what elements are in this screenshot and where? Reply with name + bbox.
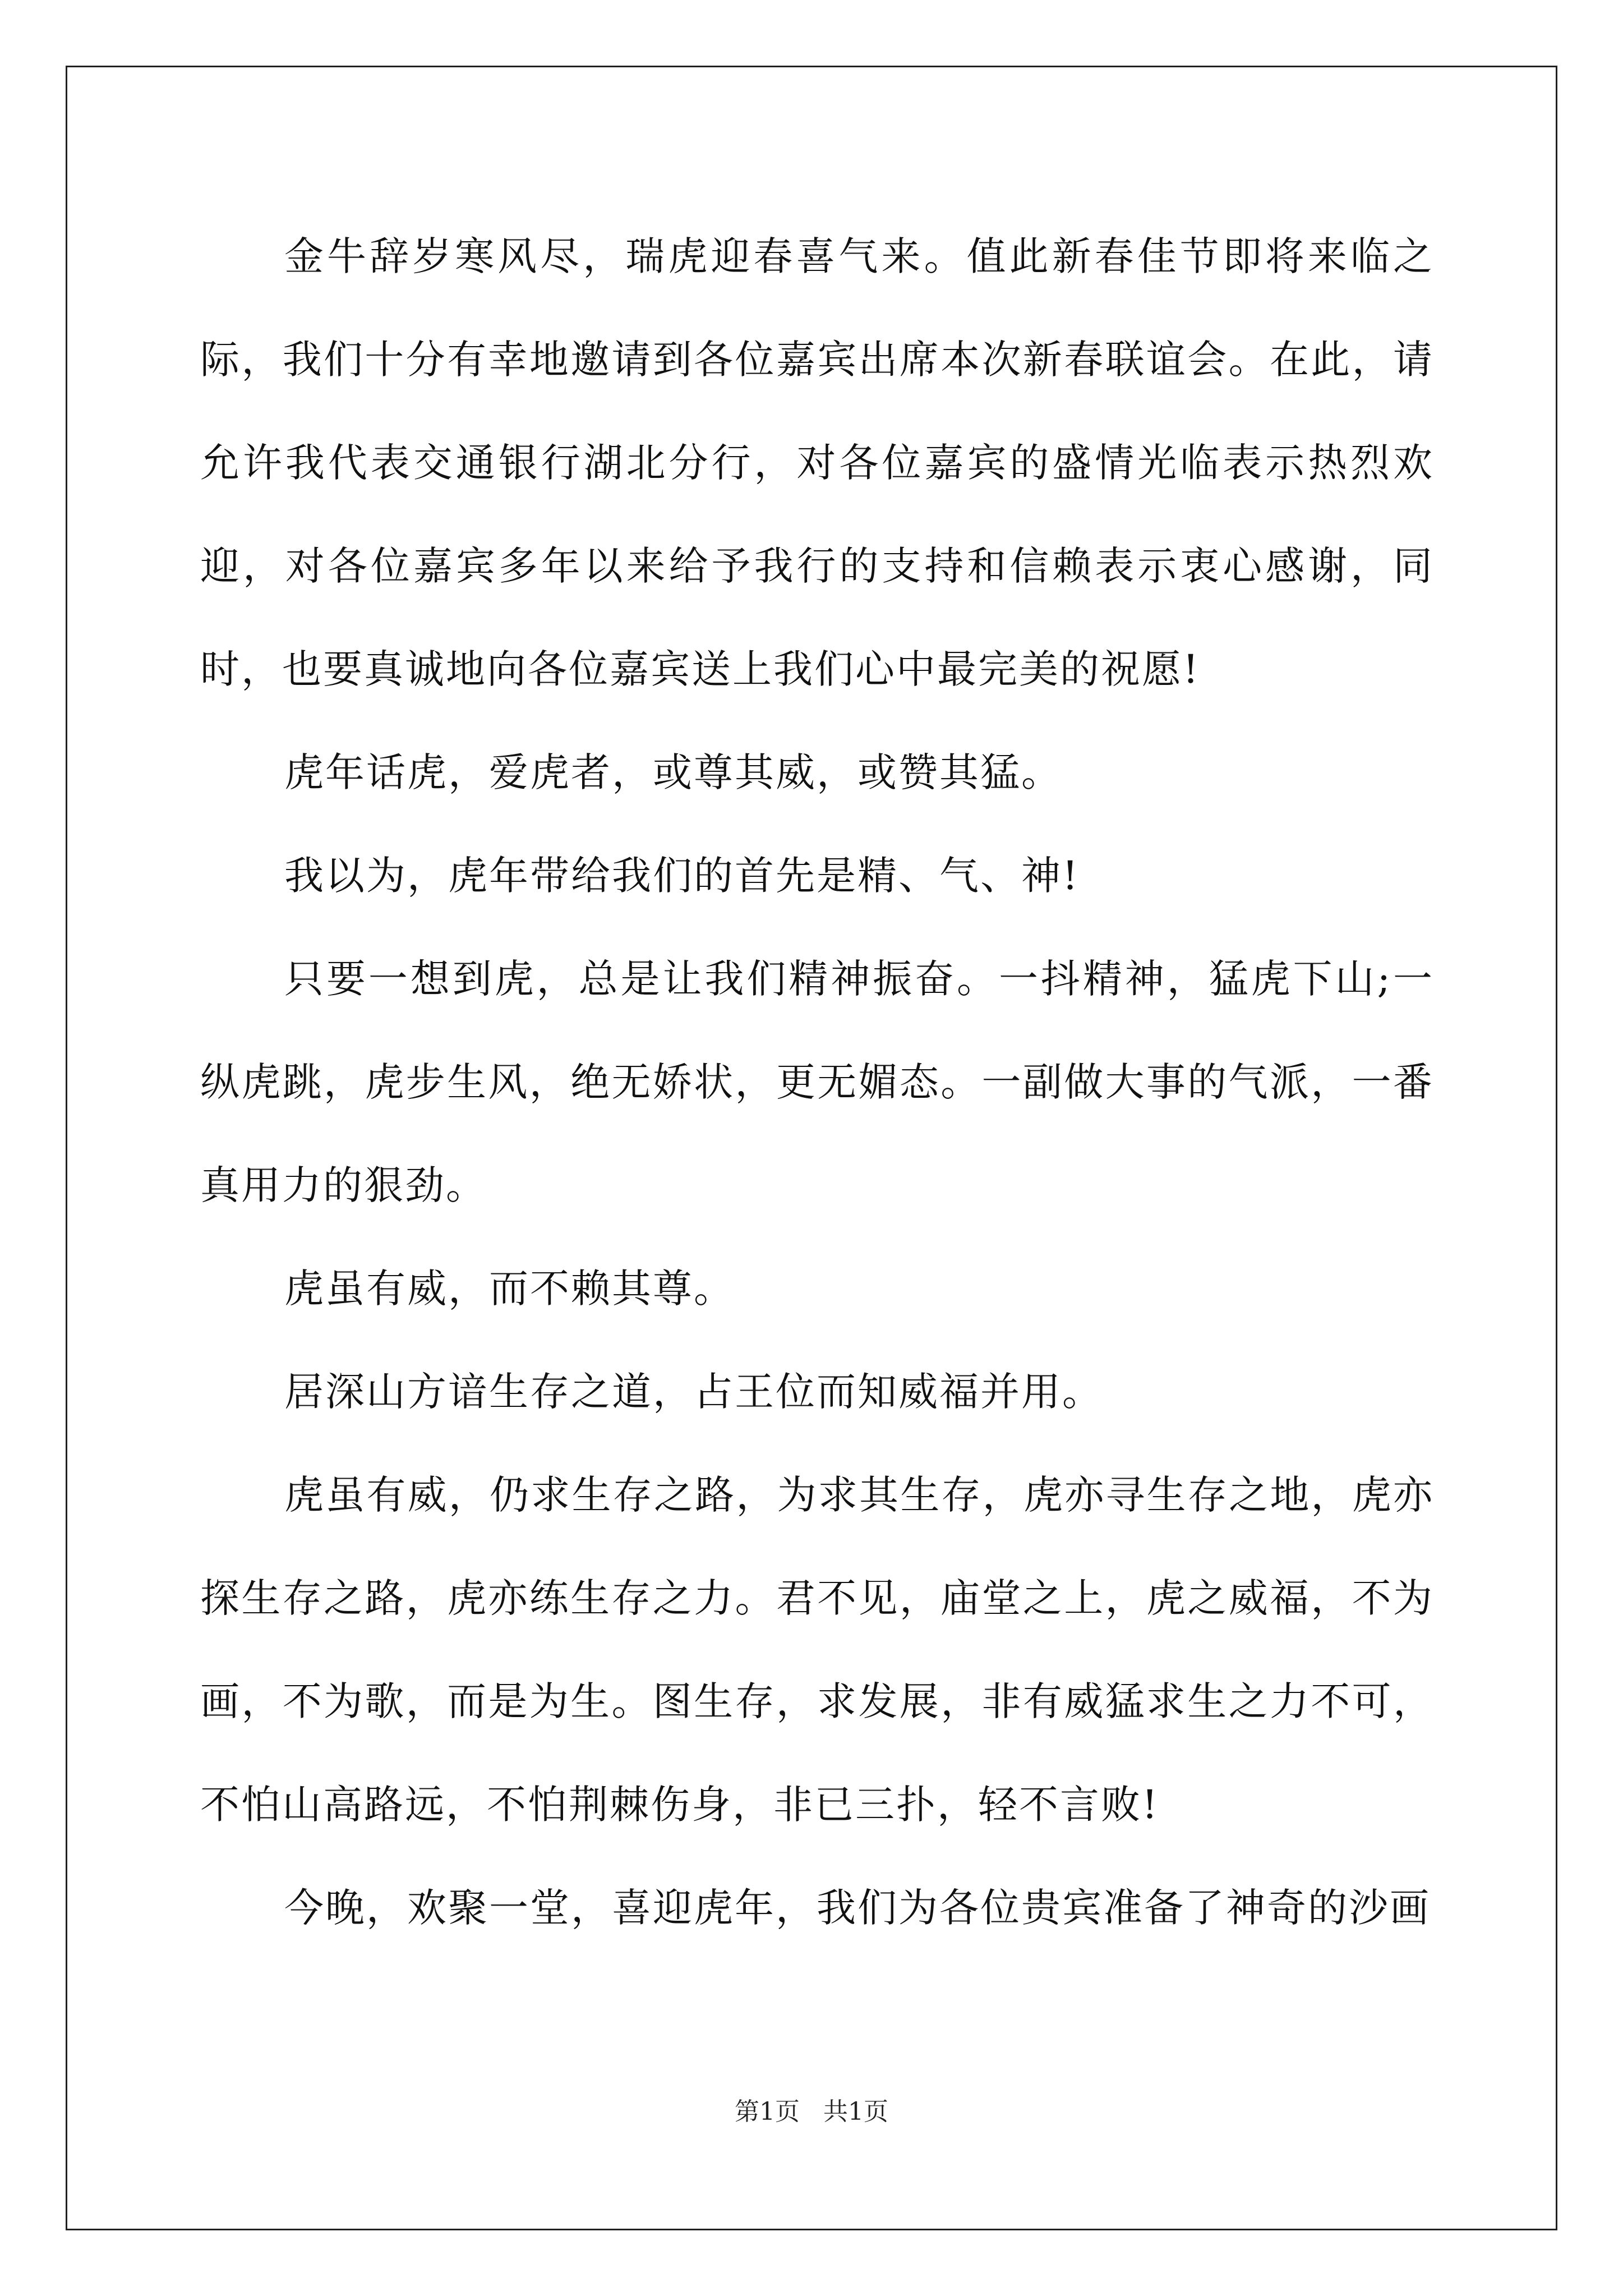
paragraph: 虎虽有威，而不赖其尊。 [284,1266,735,1312]
paragraph: 今晚，欢聚一堂，喜迎虎年，我们为各位贵宾准备了神奇的沙画 [284,1885,1431,1931]
page-total: 共1页 [823,2097,888,2126]
page-footer [0,2095,1623,2129]
page-number: 第1页 [735,2097,800,2126]
paragraph: 虎虽有威，仍求生存之路，为求其生存，虎亦寻生存之地，虎亦探生存之路，虎亦练生存之力。君不见，庙堂之上，虎之威福，不为画，不为歌，而是为生。图生存，求发展，非有威猛求生之力不可，不怕山高路远，不怕荆棘伤身，非已三扑，轻不言败! [200,1472,1434,1828]
paragraph: 我以为，虎年带给我们的首先是精、气、神! [284,853,1080,899]
document-body [200,205,1434,1959]
paragraph: 只要一想到虎，总是让我们精神振奋。一抖精神，猛虎下山;一纵虎跳，虎步生风，绝无娇状，更无媚态。一副做大事的气派，一番真用力的狠劲。 [200,956,1434,1208]
paragraph: 居深山方谙生存之道，占王位而知威福并用。 [284,1369,1103,1415]
paragraph: 金牛辞岁寒风尽，瑞虎迎春喜气来。值此新春佳节即将来临之际，我们十分有幸地邀请到各位嘉宾出席本次新春联谊会。在此，请允许我代表交通银行湖北分行，对各位嘉宾的盛情光临表示热烈欢迎，对各位嘉宾多年以来给予我行的支持和信赖表示衷心感谢，同时，也要真诚地向各位嘉宾送上我们心中最完美的祝愿! [200,233,1434,692]
paragraph: 虎年话虎，爱虎者，或尊其威，或赞其猛。 [284,749,1062,795]
